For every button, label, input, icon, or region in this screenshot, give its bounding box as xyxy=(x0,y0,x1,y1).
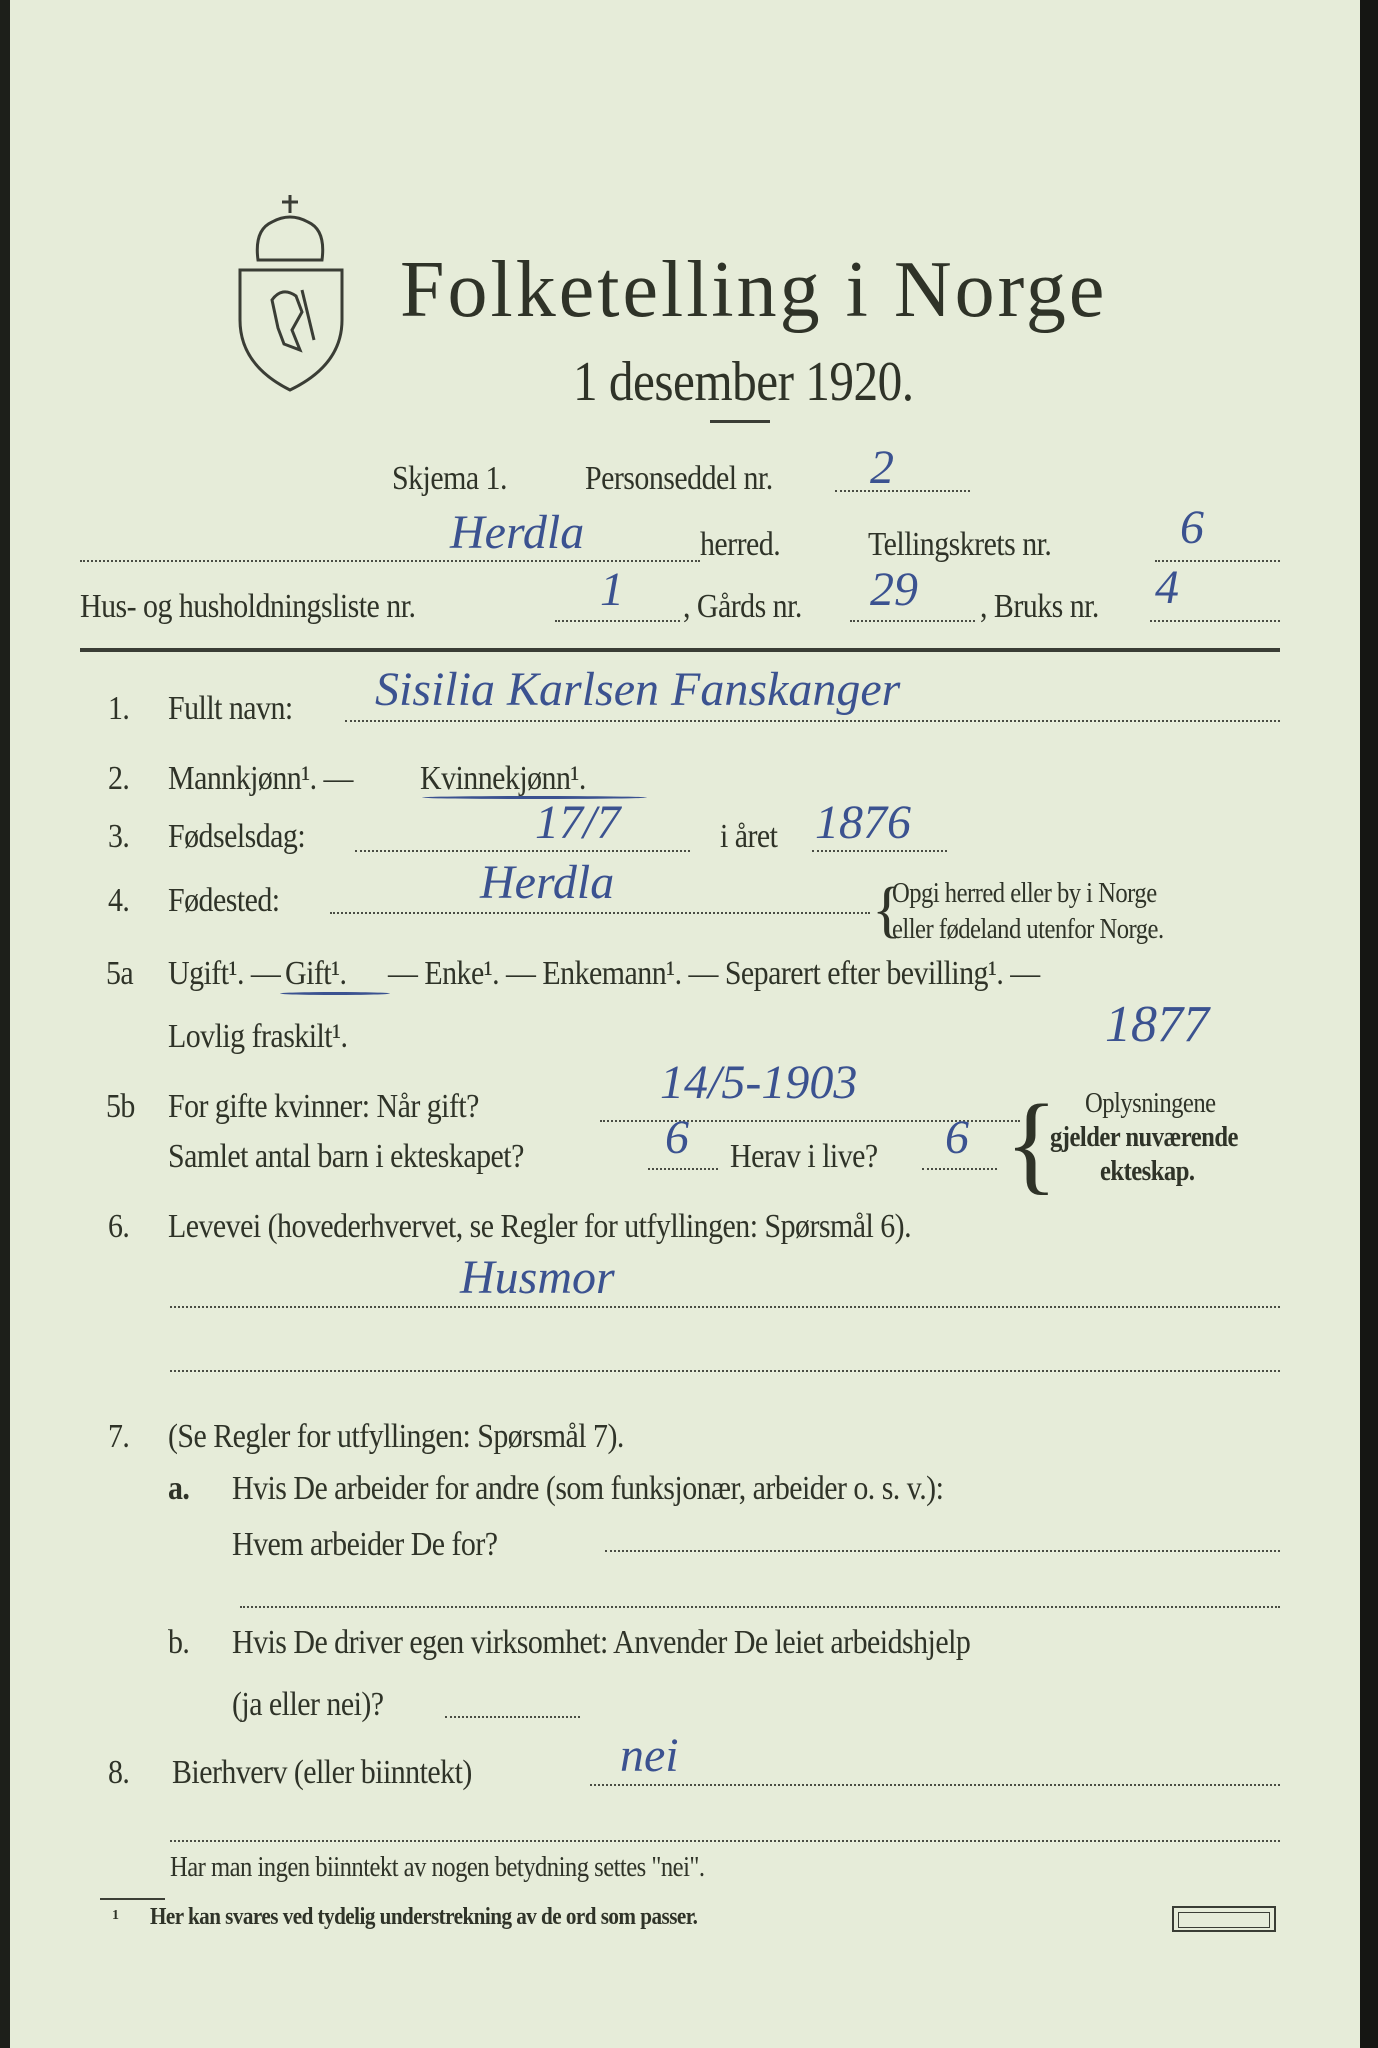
bruks-value[interactable]: 4 xyxy=(1155,561,1179,614)
q3-year-line xyxy=(812,850,947,852)
printer-stamp-icon xyxy=(1172,1906,1276,1932)
q3-year-label: i året xyxy=(720,818,778,855)
bruks-label: , Bruks nr. xyxy=(980,588,1099,625)
q4-note-line2: eller fødeland utenfor Norge. xyxy=(892,914,1164,945)
q5a-number: 5a xyxy=(106,955,134,992)
q6-label: Levevei (hovederhvervet, se Regler for utfyllingen: Spørsmål 6). xyxy=(168,1208,912,1245)
personseddel-line xyxy=(835,490,970,492)
q4-note-line1: Opgi herred eller by i Norge xyxy=(892,878,1157,909)
q5a-ugift-option[interactable]: Ugift¹. — xyxy=(168,955,281,992)
margin-note: 1877 xyxy=(1105,996,1209,1053)
q7b-answer-label: (ja eller nei)? xyxy=(232,1686,384,1723)
form-title: Folketelling i Norge xyxy=(400,246,1108,334)
q2-number: 2. xyxy=(108,760,130,797)
q7a-employer-line[interactable] xyxy=(605,1550,1280,1552)
q1-label: Fullt navn: xyxy=(168,690,293,727)
q4-number: 4. xyxy=(108,882,130,919)
footnote-text: Her kan svares ved tydelig understrekning av de ord som passer. xyxy=(150,1904,698,1930)
q4-label: Fødested: xyxy=(168,882,280,919)
q2-male-option[interactable]: Mannkjønn¹. — xyxy=(168,760,353,797)
herred-value[interactable]: Herdla xyxy=(450,506,585,559)
header-divider xyxy=(80,648,1280,652)
q5b-label: For gifte kvinner: Når gift? xyxy=(168,1088,479,1125)
scan-edge-right xyxy=(1360,0,1378,2048)
children-total-value[interactable]: 6 xyxy=(665,1111,689,1164)
q5b-alive-label: Herav i live? xyxy=(730,1138,878,1175)
personseddel-label: Personseddel nr. xyxy=(585,460,773,497)
q5a-fraskilt-option[interactable]: Lovlig fraskilt¹. xyxy=(168,1018,348,1055)
husliste-label: Hus- og husholdningsliste nr. xyxy=(80,588,416,625)
herred-label: herred. xyxy=(700,526,781,563)
q7-number: 7. xyxy=(108,1418,130,1455)
birthdate-value[interactable]: 17/7 xyxy=(535,796,621,849)
q5a-gift-option[interactable]: Gift¹. xyxy=(285,955,347,992)
q7-label: (Se Regler for utfyllingen: Spørsmål 7). xyxy=(168,1418,624,1455)
gards-value[interactable]: 29 xyxy=(870,563,918,616)
scan-edge-left xyxy=(0,0,10,2048)
q5b-children-label: Samlet antal barn i ekteskapet? xyxy=(168,1138,524,1175)
q7a-letter: a. xyxy=(168,1470,190,1507)
q5a-gift-underline xyxy=(280,992,390,995)
q7b-label: Hvis De driver egen virksomhet: Anvender De leiet arbeidshjelp xyxy=(232,1624,971,1661)
footnote-mark: 1 xyxy=(112,1908,119,1923)
tellingskrets-value[interactable]: 6 xyxy=(1180,501,1204,554)
q5b-alive-line xyxy=(922,1168,997,1170)
q3-line xyxy=(355,850,690,852)
q5b-children-line xyxy=(648,1168,718,1170)
birth-year-value[interactable]: 1876 xyxy=(815,796,911,849)
q4-brace: { xyxy=(872,876,902,944)
husliste-value[interactable]: 1 xyxy=(600,563,624,616)
bruks-line xyxy=(1150,620,1280,622)
side-income-value[interactable]: nei xyxy=(620,1729,679,1782)
q5b-note-line3: ekteskap. xyxy=(1100,1156,1195,1187)
tellingskrets-label: Tellingskrets nr. xyxy=(868,526,1052,563)
q6-line2 xyxy=(170,1370,1280,1372)
q5a-other-options[interactable]: — Enke¹. — Enkemann¹. — Separert efter bevilling¹. — xyxy=(388,955,1040,992)
q6-number: 6. xyxy=(108,1208,130,1245)
divider xyxy=(710,420,770,423)
q5b-note-line2: gjelder nuværende xyxy=(1050,1122,1238,1153)
q7a-label: Hvis De arbeider for andre (som funksjonær, arbeider o. s. v.): xyxy=(232,1470,944,1507)
q8-line xyxy=(590,1784,1280,1786)
full-name-value[interactable]: Sisilia Karlsen Fanskanger xyxy=(375,663,901,716)
q3-number: 3. xyxy=(108,818,130,855)
q3-label: Fødselsdag: xyxy=(168,818,306,855)
personseddel-value[interactable]: 2 xyxy=(870,441,894,494)
q1-line xyxy=(345,720,1280,722)
q7b-answer-line[interactable] xyxy=(445,1716,580,1718)
occupation-value[interactable]: Husmor xyxy=(460,1251,615,1304)
q7b-letter: b. xyxy=(168,1624,190,1661)
q7a-line2[interactable] xyxy=(240,1606,1280,1608)
marriage-date-value[interactable]: 14/5-1903 xyxy=(660,1056,858,1109)
schema-label: Skjema 1. xyxy=(392,460,507,497)
footnote-rule xyxy=(100,1898,165,1900)
q2-female-option[interactable]: Kvinnekjønn¹. xyxy=(420,760,586,797)
q1-number: 1. xyxy=(108,690,130,727)
q8-note: Har man ingen biinntekt av nogen betydning settes "nei". xyxy=(170,1852,705,1883)
q5b-number: 5b xyxy=(106,1088,135,1125)
birthplace-value[interactable]: Herdla xyxy=(480,856,615,909)
children-alive-value[interactable]: 6 xyxy=(945,1111,969,1164)
q6-line1 xyxy=(170,1306,1280,1308)
q7a-employer-label: Hvem arbeider De for? xyxy=(232,1526,498,1563)
coat-of-arms-icon xyxy=(232,190,350,395)
gards-line xyxy=(850,620,975,622)
q8-label: Bierhverv (eller biinntekt) xyxy=(172,1754,472,1791)
gards-label: , Gårds nr. xyxy=(683,588,802,625)
form-date: 1 desember 1920. xyxy=(573,351,914,413)
q5b-brace: { xyxy=(1005,1082,1058,1204)
q8-number: 8. xyxy=(108,1754,130,1791)
q4-line xyxy=(330,912,870,914)
q5b-note-line1: Oplysningene xyxy=(1085,1088,1216,1119)
husliste-line xyxy=(555,620,680,622)
q8-line2 xyxy=(170,1840,1280,1842)
